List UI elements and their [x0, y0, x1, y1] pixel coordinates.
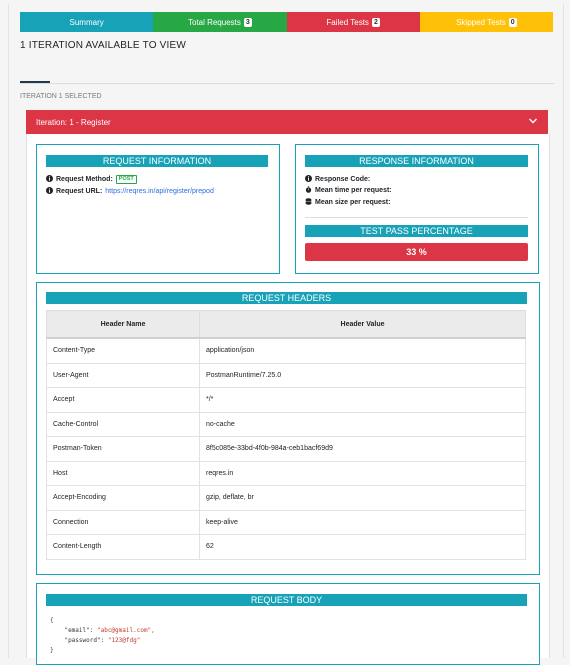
header-name-cell: User-Agent [47, 363, 200, 388]
request-url-line [46, 187, 214, 196]
mean-size-line [305, 198, 390, 207]
tab-failed-tests[interactable] [287, 12, 420, 32]
table-row [47, 388, 526, 413]
header-name-cell: Connection [47, 510, 200, 535]
header-name-cell: Postman-Token [47, 437, 200, 462]
header-value-cell: keep-alive [200, 510, 526, 535]
request-url-label: Request URL: [56, 188, 103, 195]
database-icon [305, 198, 312, 207]
tab-failed-tests-label: Failed Tests [326, 17, 369, 27]
header-value-cell: */* [200, 388, 526, 413]
total-requests-badge: 3 [245, 18, 250, 26]
request-information-title: REQUEST INFORMATION [46, 155, 268, 167]
failed-tests-badge: 2 [373, 18, 378, 26]
table-header-row [47, 311, 526, 339]
mean-size-label: Mean size per request: [315, 199, 391, 206]
table-row [47, 510, 526, 535]
tab-total-requests-label: Total Requests [187, 17, 241, 27]
tab-summary[interactable] [20, 12, 153, 32]
chevron-down-icon[interactable] [528, 117, 540, 127]
header-value-cell: PostmanRuntime/7.25.0 [200, 363, 526, 388]
test-pass-percentage-title: TEST PASS PERCENTAGE [305, 225, 528, 237]
header-name-cell: Cache-Control [47, 412, 200, 437]
tab-total-requests[interactable] [153, 12, 286, 32]
header-value-cell: no-cache [200, 412, 526, 437]
header-name-cell: Content-Length [47, 535, 200, 560]
table-row [47, 461, 526, 486]
request-method-line [46, 175, 137, 184]
mean-time-label: Mean time per request: [315, 187, 392, 194]
response-information-title: RESPONSE INFORMATION [305, 155, 528, 167]
column-header: Header Name [47, 311, 200, 339]
info-circle-icon [305, 175, 312, 184]
table-row [47, 338, 526, 363]
tab-skipped-tests-label: Skipped Tests [456, 17, 506, 27]
header-value-cell: application/json [200, 338, 526, 363]
code-key: "email": [64, 627, 94, 634]
response-code-label: Response Code: [315, 176, 371, 183]
table-row [47, 363, 526, 388]
info-circle-icon [46, 175, 53, 184]
header-name-cell: Content-Type [47, 338, 200, 363]
request-headers-table [46, 310, 526, 560]
iteration-title: Iteration: 1 - Register [36, 117, 111, 127]
code-string: "123@fdg" [107, 637, 141, 644]
divider [305, 217, 528, 218]
header-name-cell: Accept-Encoding [47, 486, 200, 511]
code-brace: { [50, 617, 54, 624]
info-circle-icon [46, 187, 53, 196]
tab-summary-label: Summary [69, 17, 104, 27]
selected-iteration-label: ITERATION 1 SELECTED [20, 93, 102, 100]
request-body-title: REQUEST BODY [46, 594, 527, 606]
request-url-link[interactable]: https://reqres.in/api/register/prepod [105, 188, 214, 195]
table-row [47, 412, 526, 437]
table-row [47, 486, 526, 511]
code-brace: } [50, 647, 54, 654]
header-name-cell: Accept [47, 388, 200, 413]
table-row [47, 437, 526, 462]
tab-skipped-tests[interactable] [420, 12, 553, 32]
iteration-accordion-header[interactable] [26, 110, 548, 134]
header-name-cell: Host [47, 461, 200, 486]
request-body-code [50, 616, 155, 656]
request-headers-title: REQUEST HEADERS [46, 292, 527, 304]
response-code-line [305, 175, 370, 184]
code-string: "abc@gmail.com", [96, 627, 155, 634]
iterations-available-heading: 1 ITERATION AVAILABLE TO VIEW [20, 40, 187, 51]
mean-time-line [305, 186, 392, 195]
skipped-tests-badge: 0 [510, 18, 515, 26]
request-method-label: Request Method: [56, 176, 113, 183]
header-value-cell: reqres.in [200, 461, 526, 486]
table-row [47, 535, 526, 560]
request-method-badge: POST [116, 175, 137, 184]
header-value-cell: 8f5c085e-33bd-4f0b-984a-ceb1bacf69d9 [200, 437, 526, 462]
header-value-cell: 62 [200, 535, 526, 560]
code-key: "password": [64, 637, 105, 644]
stopwatch-icon [305, 186, 312, 195]
divider [20, 83, 554, 84]
summary-tabs [20, 12, 553, 32]
header-value-cell: gzip, deflate, br [200, 486, 526, 511]
test-pass-percentage-bar: 33 % [305, 243, 528, 261]
column-header: Header Value [200, 311, 526, 339]
